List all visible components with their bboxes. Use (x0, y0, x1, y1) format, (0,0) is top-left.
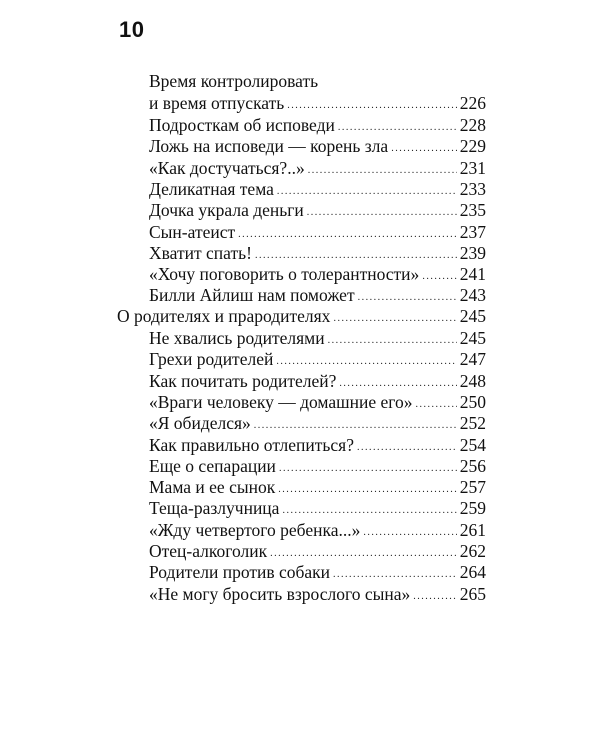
toc-entry-page: 248 (459, 370, 486, 391)
toc-entry-title: Родители против собаки (149, 562, 331, 583)
toc-entry-page: 235 (459, 200, 486, 221)
toc-entry-title: «Не могу бросить взрослого сына» (149, 583, 411, 604)
toc-entry (149, 583, 486, 605)
toc-entry-title: Сын-атеист (149, 221, 236, 242)
toc-entry-page: 247 (459, 349, 486, 370)
toc-entry (149, 497, 486, 519)
toc-entry-title: Ложь на исповеди — корень зла (149, 136, 389, 157)
toc-entry-title: Как почитать родителей? (149, 370, 337, 391)
toc-entry-page: 245 (459, 328, 486, 348)
toc-entry (149, 391, 486, 413)
toc-entry (149, 221, 486, 243)
toc-entry (149, 327, 486, 349)
toc-entry (149, 199, 486, 221)
toc-entry-page: 265 (459, 583, 486, 604)
toc-entry-title: Подросткам об исповеди (149, 115, 335, 135)
toc-entry-title: «Хочу поговорить о толерантности» (149, 264, 420, 285)
toc-entry-page: 261 (459, 519, 486, 540)
toc-entry-page: 231 (459, 157, 486, 178)
toc-entry-title: «Я обиделся» (149, 413, 251, 434)
toc-section-heading (117, 305, 486, 327)
toc-entry-title: Как правильно отлепиться? (149, 434, 354, 455)
toc-entry-title: Дочка украла деньги (149, 200, 304, 221)
toc-entry-page: 233 (459, 178, 486, 199)
toc-entry-page: 239 (459, 242, 486, 263)
toc-entry-title: «Враги человеку — домашние его» (149, 391, 413, 412)
dot-leader (413, 582, 456, 608)
toc-entry-title: «Как достучаться?..» (149, 157, 305, 178)
toc-entry (149, 263, 486, 285)
toc-entry (149, 434, 486, 456)
toc-entry-page: 243 (459, 285, 486, 306)
toc-entry (149, 412, 486, 434)
toc-entry-page: 229 (459, 136, 486, 157)
toc-entry-page: 254 (459, 434, 486, 455)
toc-entry (149, 242, 486, 264)
toc-entry (149, 540, 486, 562)
toc-entry (149, 114, 486, 136)
toc-entry (149, 519, 486, 541)
toc-entry (149, 178, 486, 200)
toc-entry (149, 157, 486, 179)
toc-entry-page: 237 (459, 221, 486, 242)
toc-entry-title: Не хвались родителями (149, 328, 325, 348)
toc-entry-page: 259 (459, 498, 486, 519)
toc-entry-page: 252 (459, 413, 486, 434)
toc-entry-title: Отец-алкоголик (149, 541, 268, 561)
toc-section-page: 245 (459, 306, 486, 326)
toc-section-title: О родителях и прародителях (117, 306, 331, 326)
toc-entry-title: Билли Айлиш нам поможет (149, 285, 355, 306)
toc-entry-title: Еще о сепарации (149, 455, 276, 476)
toc-entry-title: Мама и ее сынок (149, 477, 276, 498)
toc-entry-page: 241 (459, 264, 486, 285)
toc-entry (149, 370, 486, 392)
toc-entry-title: Теща-разлучница (149, 498, 280, 519)
toc-entry (149, 455, 486, 477)
toc-entry-title: Грехи родителей (149, 349, 274, 370)
toc-entry-title: Деликатная тема (149, 178, 274, 199)
toc-entry-page: 256 (459, 455, 486, 476)
toc-entry (149, 561, 486, 583)
toc-entry-page: 264 (459, 562, 486, 583)
toc-entry-title: «Жду четвертого ребенка...» (149, 519, 361, 540)
toc-entry-page: 228 (459, 115, 486, 135)
toc-entry-page: 262 (459, 541, 486, 561)
toc-entry-page: 257 (459, 477, 486, 498)
toc-entry (149, 135, 486, 157)
page-number: 10 (119, 17, 145, 42)
toc-entry-line: Время контролировать (149, 71, 319, 91)
toc-entry (149, 476, 486, 498)
toc-entry-page: 250 (459, 391, 486, 412)
toc-entry (149, 92, 486, 114)
toc-entry (149, 348, 486, 370)
toc-entry-title: Хватит спать! (149, 242, 252, 263)
toc-entry-page: 226 (459, 93, 486, 113)
toc-entry-title: и время отпускать (149, 93, 285, 113)
